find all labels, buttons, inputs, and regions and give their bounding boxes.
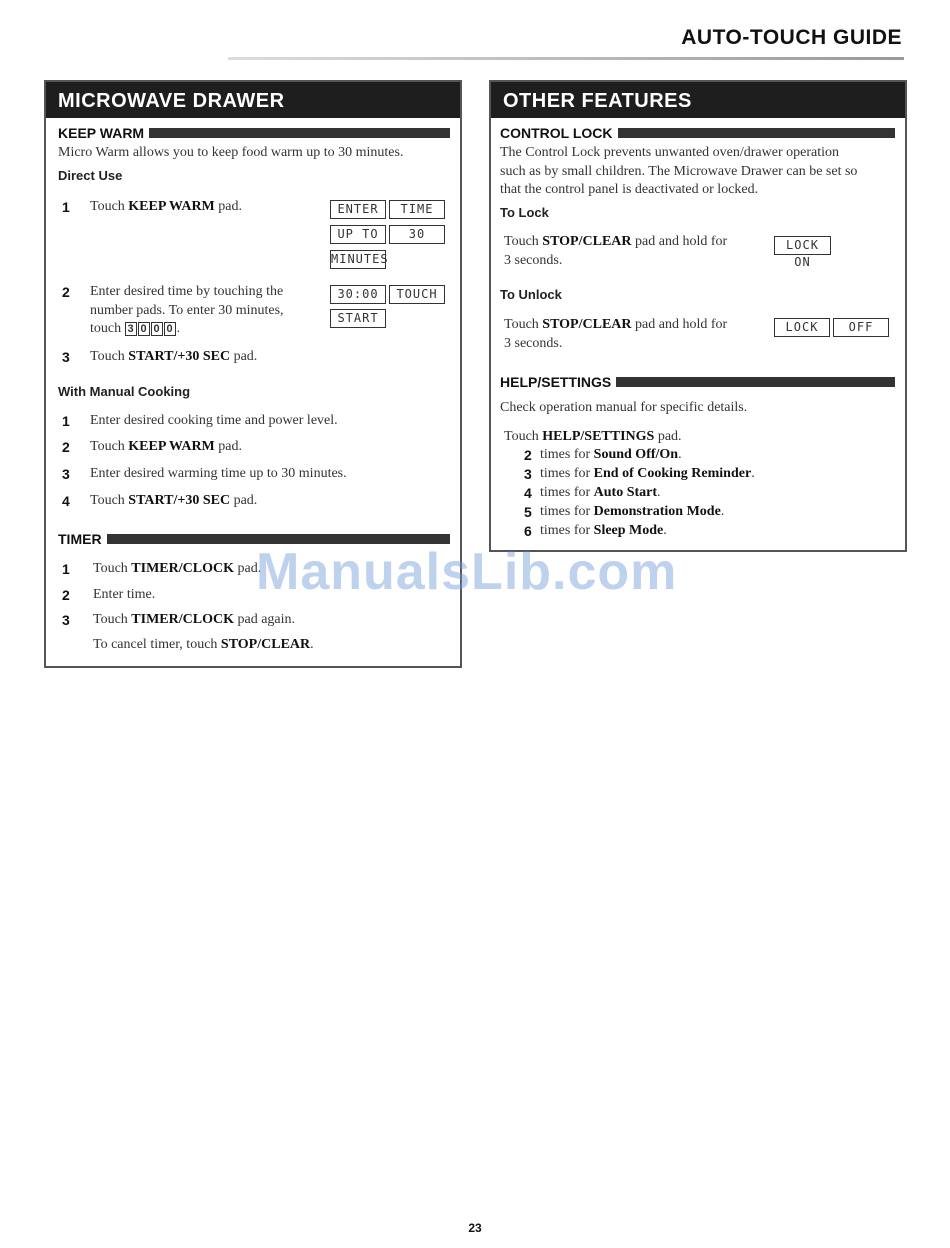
help-settings-heading: HELP/SETTINGS	[500, 374, 895, 390]
to-lock-heading: To Lock	[500, 205, 549, 220]
help-option: times for Sound Off/On.	[540, 447, 682, 462]
option-number: 5	[524, 504, 532, 520]
step-number: 2	[62, 439, 70, 455]
to-lock-text: Touch STOP/CLEAR pad and hold for 3 seconds.	[504, 234, 728, 268]
timer-step-1: Touch TIMER/CLOCK pad.	[93, 561, 262, 576]
step-number: 1	[62, 413, 70, 429]
page-number: 23	[468, 1221, 482, 1235]
display-lock: LOCK	[774, 318, 830, 337]
keep-warm-heading: KEEP WARM	[58, 125, 450, 141]
direct-step-1: Touch KEEP WARM pad.	[90, 199, 242, 214]
direct-step-2: Enter desired time by touching the number pads. To enter 30 minutes, touch 3 0 0 0 .	[90, 284, 284, 336]
keypad-3: 3	[125, 322, 137, 336]
display-off: OFF	[833, 318, 889, 337]
timer-cancel: To cancel timer, touch STOP/CLEAR.	[93, 637, 314, 652]
timer-step-3: Touch TIMER/CLOCK pad again.	[93, 612, 296, 627]
display-up-to: UP TO	[330, 225, 386, 244]
display-start: START	[330, 309, 386, 328]
help-option: times for Demonstration Mode.	[540, 504, 725, 519]
step-number: 2	[62, 284, 70, 300]
watermark: ManualsLib.com	[256, 543, 678, 601]
option-number: 2	[524, 447, 532, 463]
step-number: 3	[62, 349, 70, 365]
help-settings-intro: Check operation manual for specific details.	[500, 400, 748, 415]
page-title: AUTO-TOUCH GUIDE	[681, 26, 902, 49]
step-number: 2	[62, 587, 70, 603]
help-option: times for End of Cooking Reminder.	[540, 466, 755, 481]
display-30: 30	[389, 225, 445, 244]
display-minutes: MINUTES	[330, 250, 386, 269]
heading-bar	[616, 377, 895, 387]
to-unlock-heading: To Unlock	[500, 287, 562, 302]
option-number: 3	[524, 466, 532, 482]
keep-warm-intro: Micro Warm allows you to keep food warm up to 30 minutes.	[58, 145, 404, 160]
display-lock-on: LOCK ON	[774, 236, 831, 255]
timer-heading: TIMER	[58, 531, 450, 547]
option-number: 6	[524, 523, 532, 539]
step-number: 3	[62, 612, 70, 628]
manual-cooking-heading: With Manual Cooking	[58, 384, 191, 399]
manual-step-3: Enter desired warming time up to 30 minutes.	[90, 466, 347, 481]
control-lock-intro: The Control Lock prevents unwanted oven/drawer operation such as by small children. The Microwave Drawer can be set so that the control panel is deactivated or locked.	[500, 145, 858, 197]
to-unlock-text: Touch STOP/CLEAR pad and hold for 3 seconds.	[504, 317, 728, 351]
manual-step-1: Enter desired cooking time and power level.	[90, 413, 338, 428]
manual-step-2: Touch KEEP WARM pad.	[90, 439, 242, 454]
step-number: 1	[62, 199, 70, 215]
direct-step-3: Touch START/+30 SEC pad.	[90, 349, 258, 364]
help-option: times for Auto Start.	[540, 485, 661, 500]
timer-step-2: Enter time.	[93, 587, 156, 602]
heading-bar	[149, 128, 450, 138]
option-number: 4	[524, 485, 532, 501]
help-settings-touch: Touch HELP/SETTINGS pad.	[504, 429, 682, 444]
display-touch: TOUCH	[389, 285, 445, 304]
microwave-drawer-title: MICROWAVE DRAWER	[46, 82, 460, 118]
step-number: 3	[62, 466, 70, 482]
display-time: TIME	[389, 200, 445, 219]
keypad-0: 0	[138, 322, 150, 336]
other-features-title: OTHER FEATURES	[491, 82, 905, 118]
display-30-00: 30:00	[330, 285, 386, 304]
other-features-panel	[489, 80, 907, 552]
manual-step-4: Touch START/+30 SEC pad.	[90, 493, 258, 508]
keypad-0: 0	[164, 322, 176, 336]
help-option: times for Sleep Mode.	[540, 523, 667, 538]
heading-bar	[618, 128, 895, 138]
step-number: 1	[62, 561, 70, 577]
control-lock-heading: CONTROL LOCK	[500, 125, 895, 141]
step-number: 4	[62, 493, 70, 509]
keypad-0: 0	[151, 322, 163, 336]
title-rule	[228, 57, 904, 60]
direct-use-heading: Direct Use	[58, 168, 123, 183]
display-enter: ENTER	[330, 200, 386, 219]
